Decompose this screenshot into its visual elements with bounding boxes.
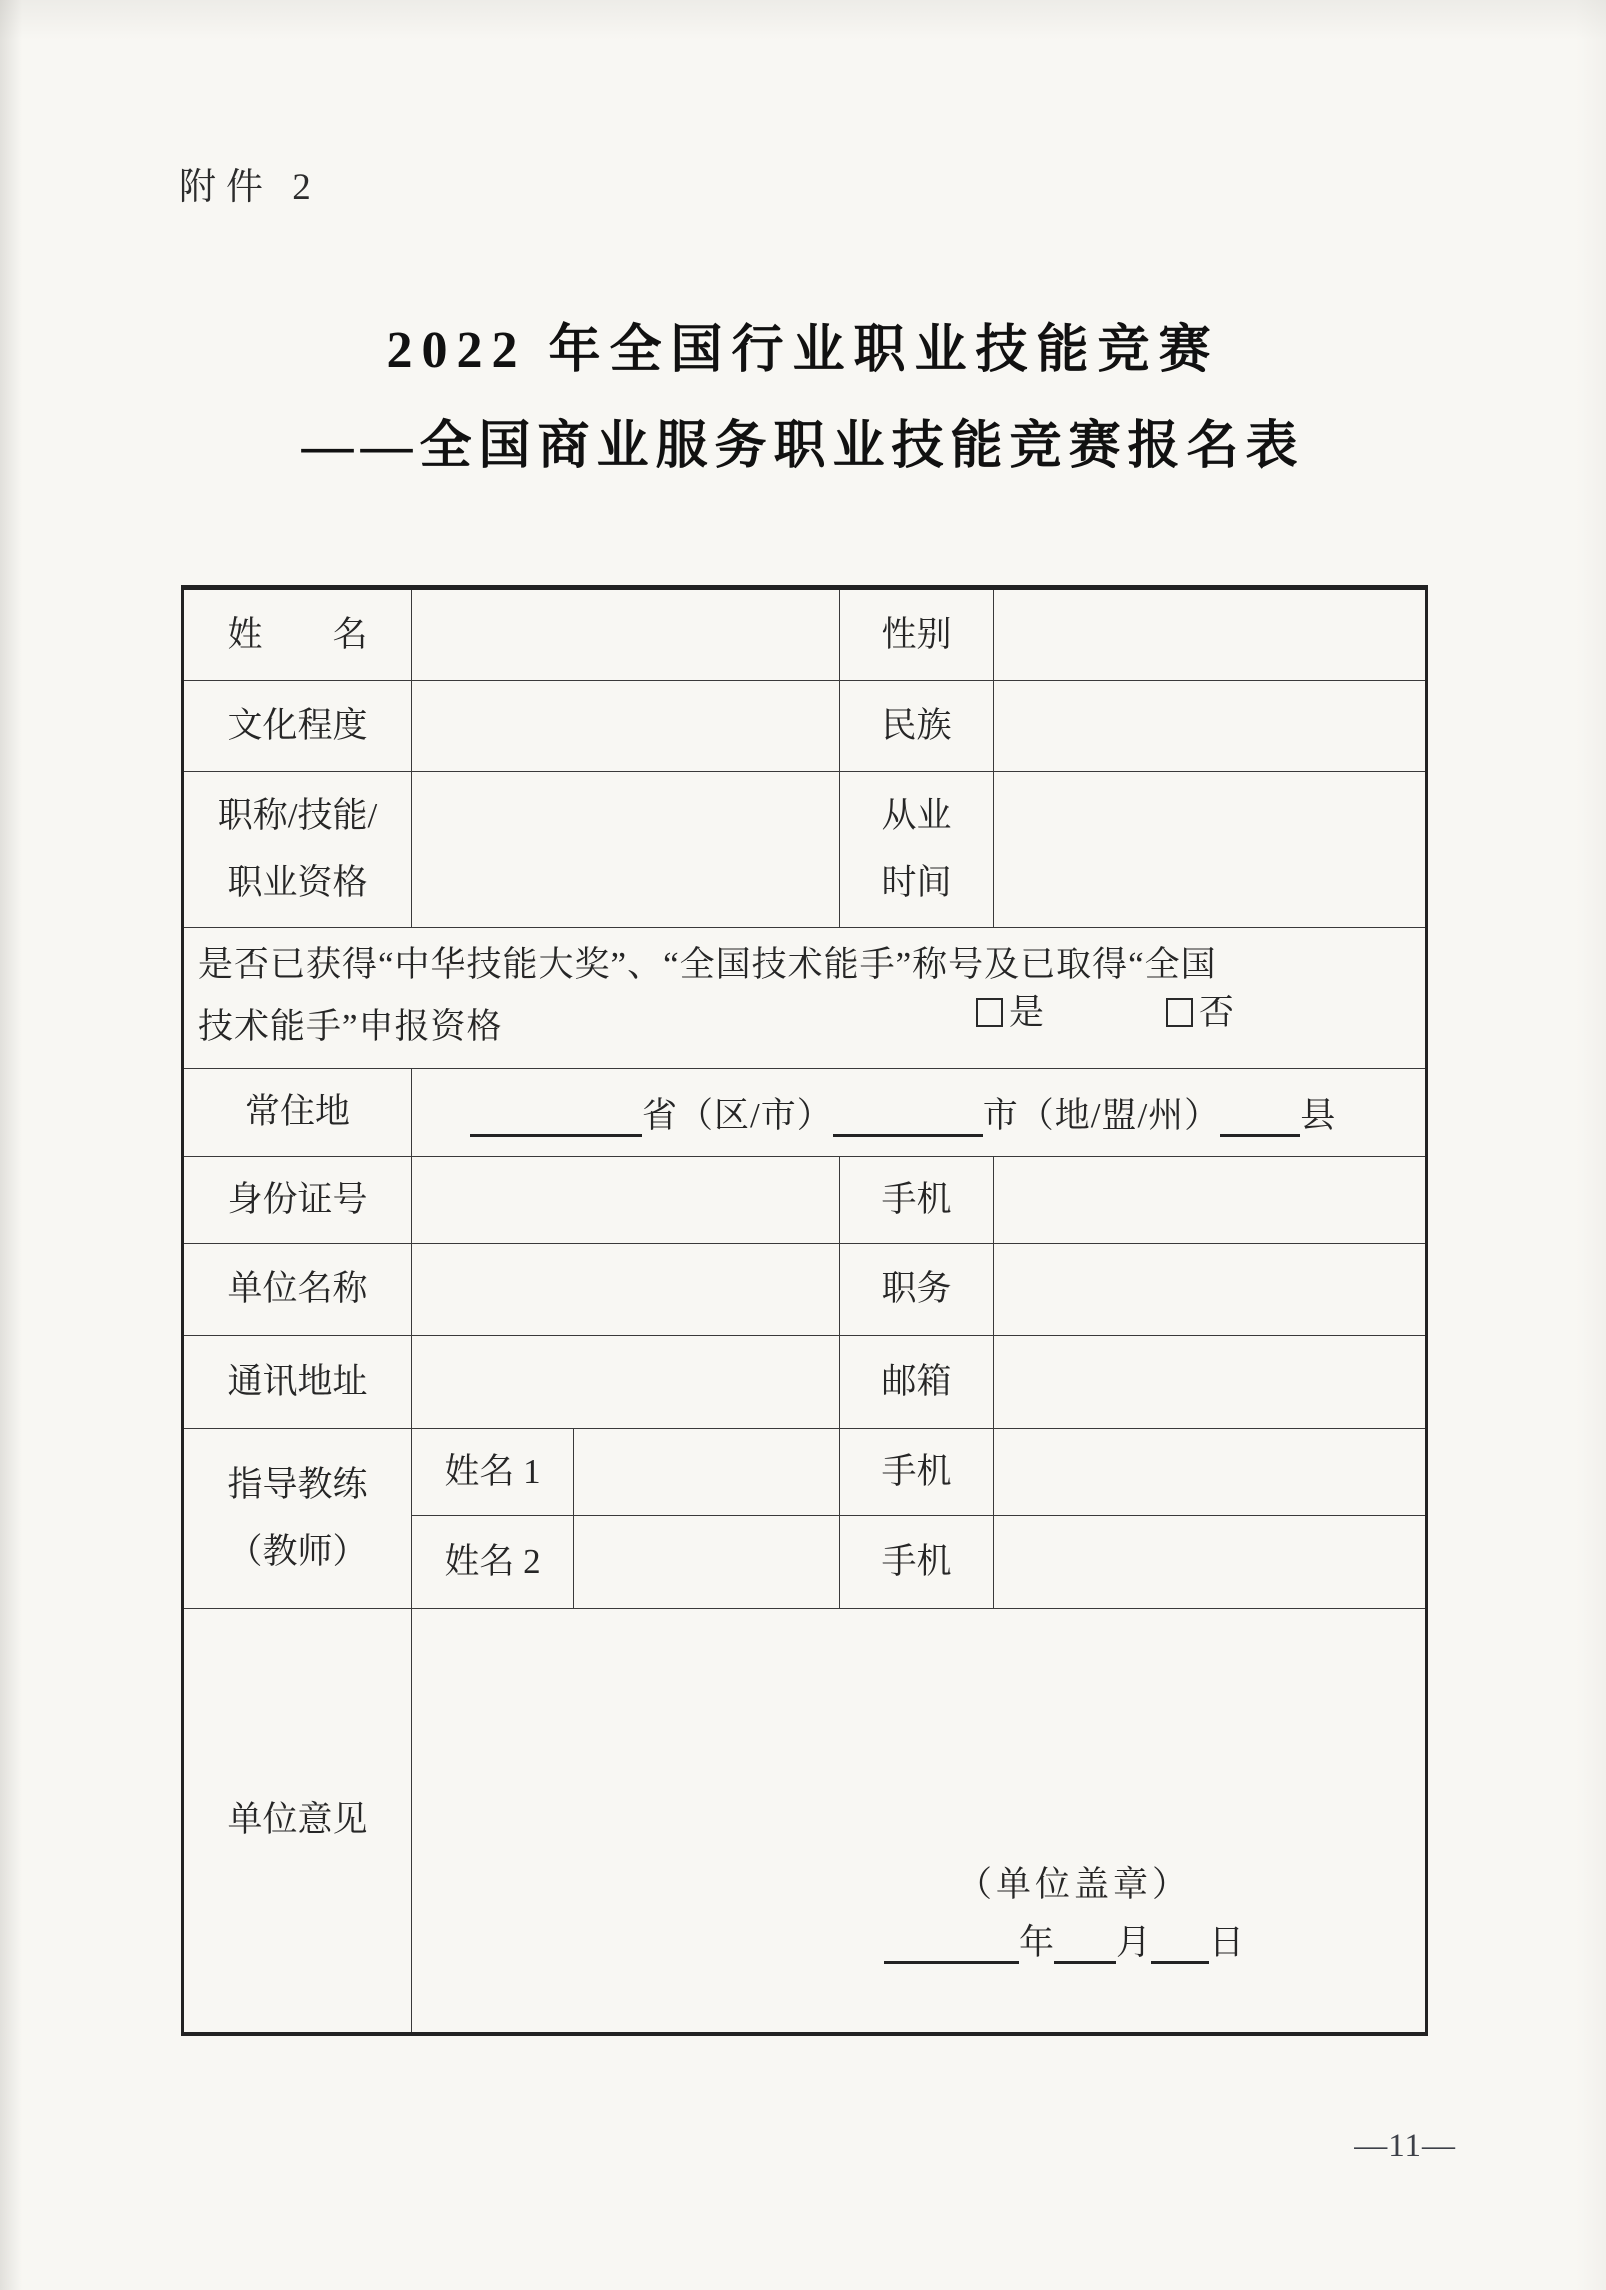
gender-label: 性别 [840, 588, 994, 681]
form-title-line1: 2022 年全国行业职业技能竞赛 [386, 322, 1220, 379]
tenure-label-line2: 时间 [881, 862, 952, 902]
checkbox-no-icon [1166, 998, 1193, 1027]
unit-opinion-value-cell [412, 1609, 1427, 2034]
page-number: —11— [1354, 2128, 1456, 2164]
award-question-cell [183, 928, 1427, 1069]
date-year-label: 年 [1019, 1923, 1055, 1962]
award-yes-label: 是 [1009, 993, 1046, 1032]
gender-value-cell [994, 588, 1427, 681]
ethnic-label: 民族 [840, 681, 994, 772]
coach-phone2-label: 手机 [840, 1516, 994, 1609]
coach-label-line1: 指导教练 [227, 1465, 368, 1504]
coach-name2-value-cell [574, 1516, 840, 1609]
qualification-label-line2: 职业资格 [227, 862, 368, 902]
coach-label [183, 1429, 412, 1609]
position-value-cell [994, 1244, 1427, 1336]
qualification-label-line1: 职称/技能/ [217, 796, 378, 835]
attachment-label: 附件 2 [179, 167, 321, 208]
checkbox-yes-icon [976, 998, 1003, 1027]
tenure-value-cell [994, 772, 1427, 928]
unit-seal-note: （单位盖章） [957, 1865, 1192, 1904]
residence-county-suffix: 县 [1300, 1095, 1337, 1135]
coach-phone2-value-cell [994, 1516, 1427, 1609]
coach-phone1-label: 手机 [840, 1429, 994, 1516]
name-value-cell [412, 588, 840, 681]
row-name-gender [183, 588, 1427, 681]
date-month-blank [1054, 1922, 1116, 1964]
tenure-label [840, 772, 994, 928]
coach-label-line2: （教师） [227, 1531, 368, 1571]
date-day-blank [1151, 1922, 1209, 1964]
position-label: 职务 [840, 1244, 994, 1336]
residence-city-suffix: 市（地/盟/州） [982, 1095, 1221, 1135]
phone-label: 手机 [840, 1157, 994, 1244]
coach-phone1-value-cell [994, 1429, 1427, 1516]
award-yes-option [976, 982, 1045, 1044]
mailing-address-label: 通讯地址 [183, 1336, 412, 1429]
education-label: 文化程度 [183, 681, 412, 772]
residence-county-blank [1220, 1095, 1300, 1137]
row-address-email [183, 1336, 1427, 1429]
row-id-phone [183, 1157, 1427, 1244]
id-number-label: 身份证号 [183, 1157, 412, 1244]
date-month-label: 月 [1116, 1923, 1152, 1962]
education-value-cell [412, 681, 840, 772]
qualification-label [183, 772, 412, 928]
ethnic-value-cell [994, 681, 1427, 772]
coach-name1-value-cell [574, 1429, 840, 1516]
row-coach-1 [183, 1429, 1427, 1516]
residence-province-suffix: 省（区/市） [642, 1095, 833, 1135]
id-number-value-cell [412, 1157, 840, 1244]
award-no-label: 否 [1199, 993, 1236, 1032]
employer-label: 单位名称 [183, 1244, 412, 1336]
name-label: 姓 名 [183, 588, 412, 681]
date-year-blank [884, 1922, 1019, 1964]
registration-form-table [181, 585, 1428, 2036]
form-title [0, 316, 1606, 482]
tenure-label-line1: 从业 [881, 796, 952, 835]
coach-name1-label: 姓名 1 [412, 1429, 574, 1516]
residence-value-cell [412, 1069, 1427, 1157]
row-employer-position [183, 1244, 1427, 1336]
opinion-date-line [884, 1915, 1244, 1965]
date-day-label: 日 [1209, 1923, 1245, 1962]
award-question-line1: 是否已获得“中华技能大奖”、“全国技术能手”称号及已取得“全国 [198, 945, 1217, 984]
employer-value-cell [412, 1244, 840, 1336]
residence-label: 常住地 [183, 1069, 412, 1157]
coach-name2-label: 姓名 2 [412, 1516, 574, 1609]
residence-province-blank [470, 1095, 642, 1137]
email-label: 邮箱 [840, 1336, 994, 1429]
award-question-line2: 技术能手”申报资格 [198, 1007, 503, 1046]
row-education-ethnic [183, 681, 1427, 772]
residence-city-blank [833, 1095, 983, 1137]
qualification-value-cell [412, 772, 840, 928]
form-title-line2: ——全国商业服务职业技能竞赛报名表 [301, 418, 1305, 475]
unit-opinion-label: 单位意见 [183, 1609, 412, 2034]
row-unit-opinion [183, 1609, 1427, 2034]
phone-value-cell [994, 1157, 1427, 1244]
mailing-address-value-cell [412, 1336, 840, 1429]
row-residence [183, 1069, 1427, 1157]
row-award-status [183, 928, 1427, 1069]
row-qualification-tenure [183, 772, 1427, 928]
email-value-cell [994, 1336, 1427, 1429]
award-no-option [1166, 982, 1235, 1044]
